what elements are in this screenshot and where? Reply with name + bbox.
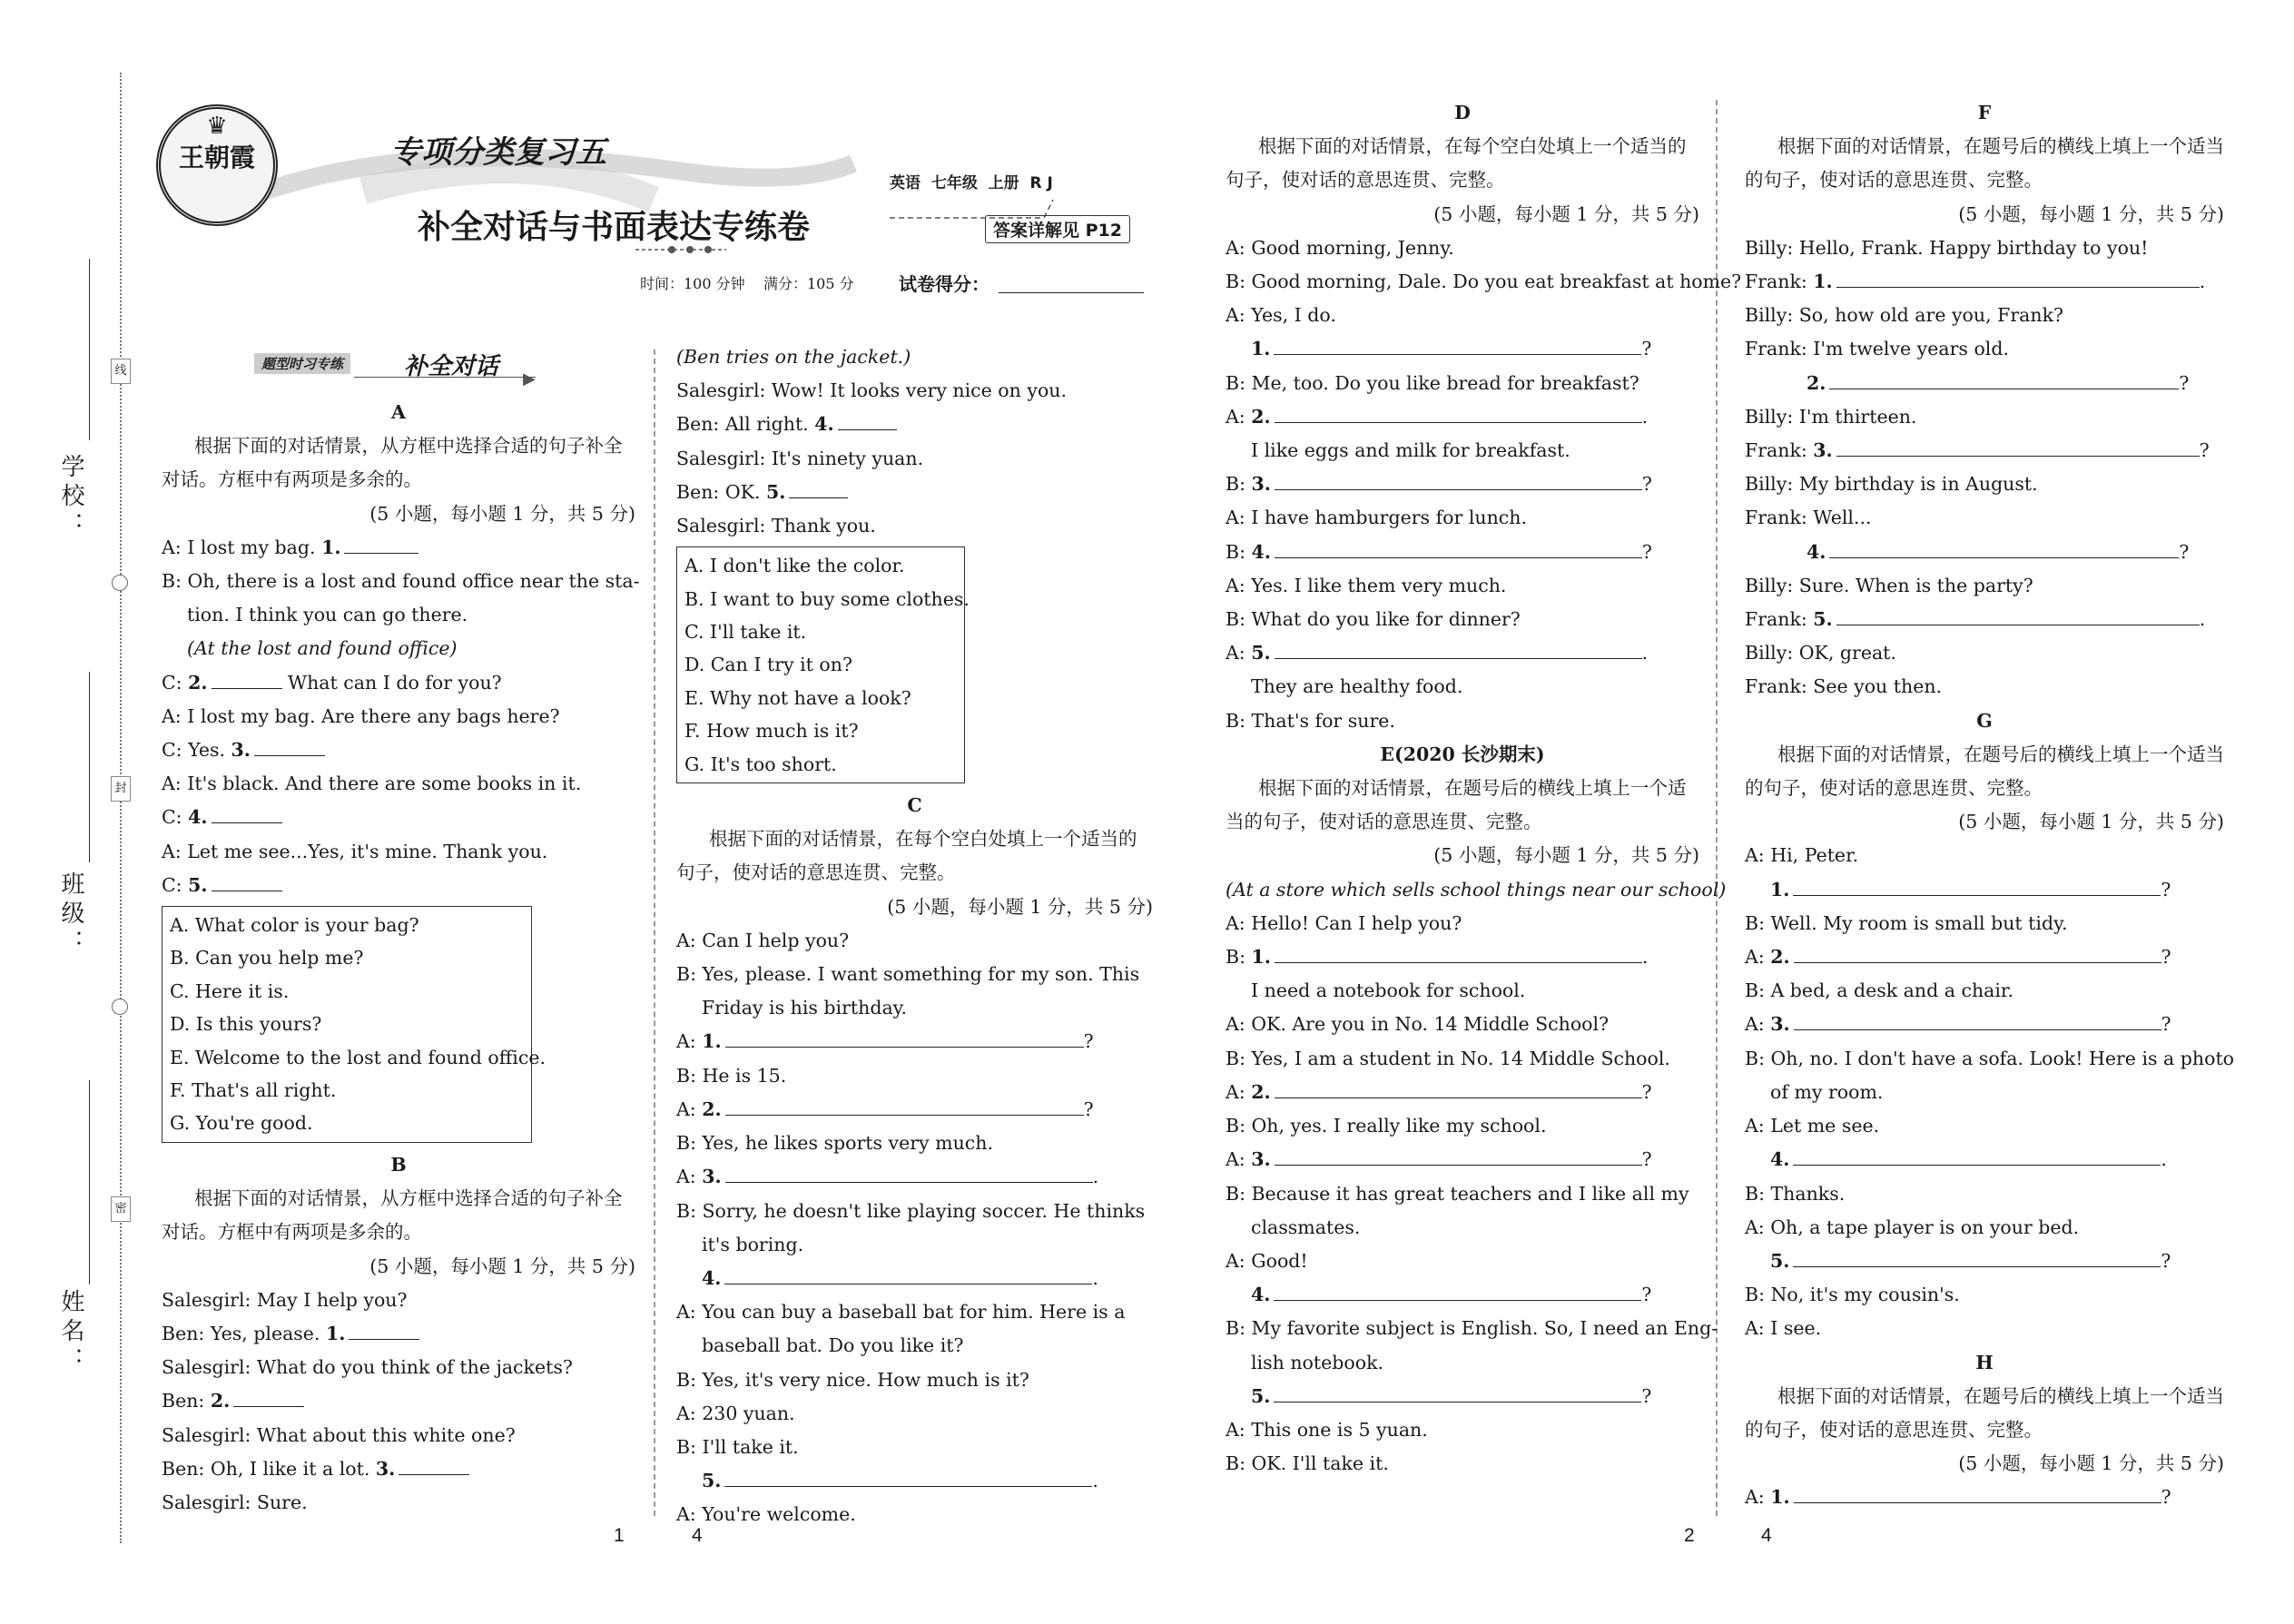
stage-direction: (Ben tries on the jacket.): [676, 346, 911, 368]
dialogue-line: Salesgirl: May I help you?: [162, 1288, 408, 1311]
answer-blank[interactable]: [1275, 1083, 1642, 1098]
option-item: F. That's all right.: [170, 1079, 337, 1102]
dialogue-line: C: 2. What can I do for you?: [162, 671, 502, 694]
dialogue-line: B: Because it has great teachers and I like all my: [1226, 1182, 1689, 1205]
dialogue-line: B: 3. ?: [1226, 473, 1652, 496]
dialogue-line: Ben: All right. 4.: [676, 408, 1153, 441]
dialogue-line: 2. ?: [1807, 371, 2190, 394]
dialogue-line: A: Hello! Can I help you?: [1226, 911, 1462, 934]
dialogue-line: I like eggs and milk for breakfast.: [1251, 439, 1570, 462]
column-3: [1226, 96, 1742, 1481]
section-tag: 题型时习专练 补全对话 ▶: [254, 349, 545, 380]
answer-blank[interactable]: [1836, 272, 2200, 288]
answer-blank[interactable]: [1275, 408, 1642, 423]
dialogue-line: A: I have hamburgers for lunch.: [1226, 507, 1527, 529]
dialogue-line: B: Thanks.: [1745, 1182, 1846, 1205]
dialogue-line: tion. I think you can go there.: [187, 604, 468, 626]
page-number: 4: [692, 1525, 703, 1546]
dialogue-line: of my room.: [1770, 1080, 1884, 1103]
dialogue-line: C: 5.: [162, 869, 635, 902]
dialogue-line: B: Well. My room is small but tidy.: [1745, 911, 2068, 934]
dialogue-line: Frank: Well...: [1745, 507, 1872, 529]
dialogue-line: Ben: Yes, please. 1.: [162, 1317, 635, 1351]
stage-direction: (At the lost and found office): [187, 637, 458, 660]
answer-blank[interactable]: [1829, 543, 2179, 558]
dialogue-line: A: I lost my bag. 1.: [162, 531, 635, 565]
section-d-score: (5 小题，每小题 1 分，共 5 分): [1433, 202, 1699, 225]
answer-blank[interactable]: [1793, 881, 2161, 896]
section-e-instructions: 根据下面的对话情景，在题号后的横线上填上一个适当的句子，使对话的意思连贯、完整。: [1226, 777, 1687, 833]
dialogue-line: B: Yes, it's very nice. How much is it?: [676, 1368, 1029, 1391]
answer-blank[interactable]: [1275, 1150, 1642, 1166]
logo-badge: [156, 104, 278, 226]
dialogue-line: Frank: 5. .: [1745, 608, 2206, 631]
dialogue-line: B: No, it's my cousin's.: [1745, 1284, 1960, 1306]
dialogue-line: A: Let me see.: [1745, 1115, 1880, 1137]
option-item: A. I don't like the color.: [684, 555, 905, 577]
dialogue-line: Ben: OK. 5.: [676, 476, 1153, 509]
series-title: 专项分类复习五: [390, 134, 606, 171]
dialogue-line: A: You can buy a baseball bat for him. Here is a: [676, 1301, 1126, 1324]
column-divider: [1716, 100, 1718, 1516]
answer-blank[interactable]: [724, 1471, 1092, 1487]
dialogue-line: B: He is 15.: [676, 1064, 787, 1087]
option-item: E. Why not have a look?: [684, 686, 911, 709]
score-label: 试卷得分：: [899, 273, 989, 295]
answer-blank[interactable]: [212, 808, 282, 823]
dialogue-line: A: 5. .: [1226, 642, 1649, 664]
logo-text: 王朝霞: [178, 143, 255, 172]
dialogue-line: Ben: 2.: [162, 1384, 635, 1418]
dialogue-line: B: Oh, no. I don't have a sofa. Look! Here is a photo: [1745, 1047, 2235, 1069]
answer-blank[interactable]: [1274, 1387, 1641, 1403]
school-line[interactable]: [89, 259, 90, 440]
dialogue-line: B: I'll take it.: [676, 1435, 799, 1458]
dialogue-line: B: Sorry, he doesn't like playing soccer. He thinks: [676, 1199, 1146, 1222]
dialogue-line: A: I lost my bag. Are there any bags here?: [162, 704, 560, 727]
dialogue-line: A: Yes, I do.: [1226, 304, 1336, 327]
section-e-score: (5 小题，每小题 1 分，共 5 分): [1433, 844, 1699, 867]
dialogue-line: Billy: I'm thirteen.: [1745, 405, 1917, 428]
dialogue-line: A: Let me see...Yes, it's mine. Thank you.: [162, 840, 548, 862]
section-b-score: (5 小题，每小题 1 分，共 5 分): [369, 1255, 635, 1277]
answer-blank[interactable]: [1793, 1150, 2161, 1166]
section-d-title: D: [1454, 102, 1471, 123]
dialogue-line: Billy: Sure. When is the party?: [1745, 574, 2033, 596]
answer-blank[interactable]: [1275, 543, 1642, 558]
dialogue-line: Salesgirl: Wow! It looks very nice on you.: [676, 379, 1068, 402]
answer-blank[interactable]: [1274, 340, 1641, 355]
dialogue-line: Billy: Hello, Frank. Happy birthday to you!: [1745, 236, 2149, 259]
dialogue-line: A: OK. Are you in No. 14 Middle School?: [1226, 1013, 1610, 1036]
section-b-instructions: 根据下面的对话情景，从方框中选择合适的句子补全对话。方框中有两项是多余的。: [162, 1187, 623, 1244]
answer-blank[interactable]: [1794, 1488, 2161, 1503]
dialogue-line: 5. .: [702, 1470, 1098, 1492]
crown-icon: ♛: [206, 113, 228, 140]
section-a-score: (5 小题，每小题 1 分，共 5 分): [369, 502, 635, 525]
arrow-icon: [354, 377, 536, 378]
section-c-instructions: 根据下面的对话情景，在每个空白处填上一个适当的句子，使对话的意思连贯、完整。: [676, 828, 1137, 884]
page-number: 4: [1761, 1525, 1772, 1546]
dialogue-line: B: Oh, yes. I really like my school.: [1226, 1115, 1547, 1137]
option-item: A. What color is your bag?: [170, 914, 419, 937]
dialogue-line: baseball bat. Do you like it?: [702, 1334, 964, 1357]
dialogue-line: B: What do you like for dinner?: [1226, 608, 1521, 631]
dialogue-line: A: 230 yuan.: [676, 1402, 795, 1424]
dialogue-line: Billy: My birthday is in August.: [1745, 473, 2038, 496]
page-number: 2: [1684, 1525, 1695, 1546]
answer-blank[interactable]: [212, 674, 282, 689]
answer-blank[interactable]: [725, 1100, 1084, 1116]
grade-tags: 英语 七年级 上册 R J: [890, 174, 1053, 192]
section-f-score: (5 小题，每小题 1 分，共 5 分): [1958, 202, 2224, 225]
dialogue-line: Frank: I'm twelve years old.: [1745, 338, 2009, 360]
dialogue-line: A: Oh, a tape player is on your bed.: [1745, 1216, 2080, 1238]
dialogue-line: Salesgirl: Sure.: [162, 1491, 308, 1513]
dialogue-line: Billy: OK, great.: [1745, 642, 1896, 664]
option-item: C. I'll take it.: [684, 621, 807, 644]
dialogue-line: A: Can I help you?: [676, 929, 850, 951]
answer-blank[interactable]: [1836, 610, 2200, 625]
binding-hole-icon: [112, 575, 128, 591]
dialogue-line: B: Oh, there is a lost and found office near the sta-: [162, 570, 640, 593]
dialogue-line: A: 3. ?: [1745, 1013, 2171, 1036]
dialogue-line: A: This one is 5 yuan.: [1226, 1418, 1428, 1441]
dialogue-line: B: OK. I'll take it.: [1226, 1452, 1389, 1475]
dialogue-line: Salesgirl: What do you think of the jackets?: [162, 1356, 573, 1379]
page-number: 1: [614, 1525, 625, 1546]
dialogue-line: A: Good morning, Jenny.: [1226, 236, 1454, 259]
dialogue-line: 4. ?: [1807, 540, 2190, 563]
dialogue-line: A: 3. ?: [1226, 1148, 1652, 1171]
dialogue-line: Frank: 1. .: [1745, 271, 2206, 293]
section-g-instructions: 根据下面的对话情景，在题号后的横线上填上一个适当的句子，使对话的意思连贯、完整。: [1745, 743, 2224, 800]
dialogue-line: I need a notebook for school.: [1251, 979, 1526, 1002]
dialogue-line: 5. ?: [1770, 1249, 2171, 1272]
options-box-b: [676, 546, 970, 783]
answer-blank[interactable]: [212, 876, 282, 891]
dialogue-line: Billy: So, how old are you, Frank?: [1745, 304, 2063, 327]
dialogue-line: 4. .: [702, 1266, 1098, 1289]
dialogue-line: B: Me, too. Do you like bread for breakfast?: [1226, 371, 1639, 394]
dialogue-line: A: 3. .: [676, 1166, 1099, 1188]
option-item: G. You're good.: [170, 1112, 313, 1135]
dialogue-line: B: Yes, he likes sports very much.: [676, 1132, 993, 1155]
dialogue-line: 4. .: [1770, 1148, 2167, 1171]
answer-blank[interactable]: [1274, 1285, 1641, 1301]
answer-blank[interactable]: [233, 1392, 304, 1407]
section-a-instructions: 根据下面的对话情景，从方框中选择合适的句子补全对话。方框中有两项是多余的。: [162, 435, 623, 491]
dialogue-line: Salesgirl: What about this white one?: [162, 1423, 516, 1446]
dialogue-line: B: Good morning, Dale. Do you eat breakfast at home?: [1226, 271, 1742, 293]
dialogue-line: classmates.: [1251, 1216, 1361, 1238]
option-item: F. How much is it?: [684, 720, 859, 743]
dialogue-line: A: 2. .: [1226, 405, 1649, 428]
dialogue-line: Salesgirl: Thank you.: [676, 515, 876, 537]
dialogue-line: 1. ?: [1251, 338, 1652, 360]
option-item: B. I want to buy some clothes.: [684, 587, 970, 610]
answer-blank[interactable]: [254, 741, 325, 756]
school-label: 学校：: [57, 454, 84, 541]
dialogue-line: lish notebook.: [1251, 1351, 1384, 1373]
option-item: G. It's too short.: [684, 753, 837, 775]
answer-blank[interactable]: [1793, 1252, 2161, 1267]
dialogue-line: C: 4.: [162, 801, 635, 834]
answer-blank[interactable]: [724, 1269, 1092, 1284]
dialogue-line: 1. ?: [1770, 878, 2171, 901]
option-item: B. Can you help me?: [170, 947, 364, 969]
section-h-title: H: [1975, 1351, 1994, 1373]
section-c-score: (5 小题，每小题 1 分，共 5 分): [887, 895, 1153, 918]
answer-blank[interactable]: [1794, 948, 2161, 963]
section-f-title: F: [1977, 102, 1992, 123]
dialogue-line: A: 2. ?: [1745, 946, 2171, 969]
dialogue-line: A: 2. ?: [1226, 1080, 1652, 1103]
section-g-title: G: [1976, 709, 1993, 732]
section-b-title: B: [390, 1153, 407, 1176]
option-item: D. Can I try it on?: [684, 654, 852, 676]
answer-blank[interactable]: [838, 415, 897, 430]
answer-blank[interactable]: [1829, 374, 2179, 389]
dialogue-line: Ben: Oh, I like it a lot. 3.: [162, 1452, 635, 1486]
option-item: E. Welcome to the lost and found office.: [170, 1046, 546, 1068]
tag-label: 题型时习专练: [254, 353, 350, 374]
dialogue-line: 5. ?: [1251, 1384, 1652, 1407]
section-h-instructions: 根据下面的对话情景，在题号后的横线上填上一个适当的句子，使对话的意思连贯、完整。: [1745, 1384, 2224, 1441]
dialogue-line: B: Yes, please. I want something for my son. This: [676, 963, 1140, 986]
dialogue-line: B: 4. ?: [1226, 540, 1652, 563]
dialogue-line: B: 1. .: [1226, 946, 1649, 969]
class-line[interactable]: [89, 672, 90, 862]
answer-blank[interactable]: [1836, 441, 2200, 457]
seal-mark-close: 密: [111, 1196, 131, 1222]
name-label: 姓名：: [57, 1289, 84, 1376]
dialogue-line: A: Good!: [1226, 1249, 1308, 1272]
dialogue-line: 4. ?: [1251, 1284, 1652, 1306]
dialogue-line: A: Hi, Peter.: [1745, 844, 1859, 867]
answer-blank[interactable]: [1275, 475, 1642, 490]
stage-direction: (At a store which sells school things near our school): [1226, 878, 1727, 901]
main-title: 补全对话与书面表达专练卷: [418, 208, 811, 246]
answer-blank[interactable]: [349, 1324, 419, 1340]
dialogue-line: A: 2. ?: [676, 1097, 1094, 1120]
dialogue-line: Friday is his birthday.: [702, 997, 908, 1019]
answer-blank[interactable]: [725, 1032, 1084, 1048]
dialogue-line: A: 1. ?: [1745, 1486, 2171, 1509]
section-c-title: C: [907, 794, 922, 817]
option-item: D. Is this yours?: [170, 1013, 322, 1036]
section-e-title: E(2020 长沙期末): [1380, 743, 1545, 765]
dialogue-line: B: That's for sure.: [1226, 709, 1395, 732]
section-d-instructions: 根据下面的对话情景，在每个空白处填上一个适当的句子，使对话的意思连贯、完整。: [1226, 135, 1687, 192]
answer-blank[interactable]: [725, 1167, 1093, 1183]
dialogue-line: B: Yes, I am a student in No. 14 Middle School.: [1226, 1047, 1670, 1069]
dialogue-line: B: My favorite subject is English. So, I need an Eng-: [1226, 1317, 1718, 1340]
answer-blank[interactable]: [789, 483, 848, 498]
section-a-title: A: [391, 401, 406, 423]
column-divider: [654, 349, 655, 1516]
dialogue-line: Frank: See you then.: [1745, 675, 1943, 698]
answer-blank[interactable]: [399, 1460, 469, 1475]
section-g-score: (5 小题，每小题 1 分，共 5 分): [1958, 811, 2224, 833]
dialogue-line: A: You're welcome.: [676, 1503, 856, 1526]
section-title: 补全对话: [404, 353, 499, 380]
dialogue-line: Salesgirl: It's ninety yuan.: [676, 447, 924, 469]
binding-hole-icon: [112, 999, 128, 1015]
class-label: 班级：: [57, 871, 84, 959]
dialogue-line: C: Yes. 3.: [162, 733, 635, 767]
answer-blank[interactable]: [1275, 644, 1642, 659]
options-box-a: [162, 906, 546, 1143]
column-1: [162, 396, 640, 1520]
dialogue-line: A: Yes. I like them very much.: [1226, 574, 1507, 596]
answer-blank[interactable]: [1275, 948, 1642, 963]
answer-blank[interactable]: [344, 538, 418, 554]
option-item: C. Here it is.: [170, 979, 290, 1002]
column-4: [1745, 96, 2235, 1515]
answer-ref: 答案详解见 P12: [985, 215, 1130, 243]
dialogue-line: Frank: 3. ?: [1745, 439, 2210, 462]
section-h-score: (5 小题，每小题 1 分，共 5 分): [1958, 1452, 2224, 1475]
column-2: [676, 340, 1153, 1532]
seal-mark-seal: 封: [111, 776, 131, 802]
seal-mark-line: 线: [111, 359, 131, 384]
section-f-instructions: 根据下面的对话情景，在题号后的横线上填上一个适当的句子，使对话的意思连贯、完整。: [1745, 135, 2224, 192]
dialogue-line: A: It's black. And there are some books in it.: [162, 773, 582, 795]
time-info: 时间：100 分钟 满分：105 分: [640, 275, 854, 292]
answer-blank[interactable]: [1794, 1015, 2161, 1030]
dialogue-line: A: 1. ?: [676, 1030, 1094, 1053]
dialogue-line: B: A bed, a desk and a chair.: [1745, 979, 2013, 1002]
dialogue-line: They are healthy food.: [1251, 675, 1463, 698]
dialogue-line: A: I see.: [1745, 1317, 1822, 1340]
dialogue-line: it's boring.: [702, 1233, 804, 1255]
score-field[interactable]: [999, 292, 1144, 293]
name-line[interactable]: [89, 1080, 90, 1284]
